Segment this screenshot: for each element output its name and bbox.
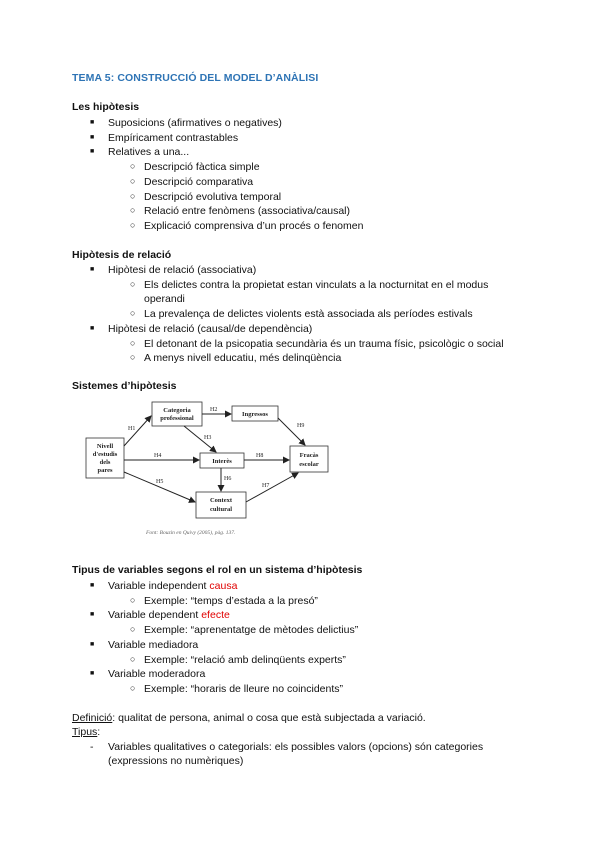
label-h4: H4 [154, 453, 162, 459]
label-h5: H5 [156, 479, 164, 485]
sub-list-item: Descripció evolutiva temporal [144, 191, 282, 203]
label-h9: H9 [297, 423, 305, 429]
section-heading-hipotesis: Les hipòtesis [72, 101, 140, 113]
definition-line [72, 711, 426, 725]
circle-bullet-icon: ○ [130, 220, 136, 230]
section-heading-sistemes: Sistemes d’hipòtesis [72, 380, 177, 392]
circle-bullet-icon: ○ [130, 624, 136, 634]
circle-bullet-icon: ○ [130, 279, 136, 289]
circle-bullet-icon: ○ [130, 176, 136, 186]
sub-list-item: El detonant de la psicopatia secundària és un trauma físic, psicològic o social [144, 338, 504, 350]
sub-list-item: Relació entre fenòmens (associativa/causal) [144, 205, 351, 217]
node-interes-label: Interès [212, 458, 232, 465]
hypothesis-system-diagram [84, 396, 338, 546]
sub-list-item: Exemple: “aprenentatge de mètodes delictius” [144, 624, 359, 636]
label-h3: H3 [204, 435, 212, 441]
list-item [108, 579, 237, 593]
node-categoria-box [152, 402, 202, 426]
square-bullet-icon: ■ [90, 670, 95, 677]
sub-list-item: Descripció comparativa [144, 176, 254, 188]
node-context-box [196, 492, 246, 518]
list-item: Empíricament contrastables [108, 132, 239, 144]
label-h8: H8 [256, 453, 264, 459]
circle-bullet-icon: ○ [130, 205, 136, 215]
node-context-line: cultural [209, 506, 233, 513]
node-nivell-line: d'estudis [92, 451, 118, 458]
circle-bullet-icon: ○ [130, 654, 136, 664]
list-item: Suposicions (afirmatives o negatives) [108, 117, 282, 129]
sub-list-item: Exemple: “horaris de lleure no coincidents” [144, 683, 344, 695]
variable-independent-label: Variable independent [108, 580, 210, 592]
tipus-colon: : [97, 726, 101, 738]
sub-list-item: Explicació comprensiva d’un procés o fenomen [144, 220, 364, 232]
circle-bullet-icon: ○ [130, 191, 136, 201]
sub-list-item: Descripció fàctica simple [144, 161, 260, 173]
circle-bullet-icon: ○ [130, 161, 136, 171]
list-item: Variable moderadora [108, 668, 206, 680]
sub-list-item: Exemple: “temps d’estada a la presó” [144, 595, 318, 607]
tipus-item-continuation: (expressions no numèriques) [108, 755, 244, 767]
square-bullet-icon: ■ [90, 325, 95, 332]
sub-list-item-continuation: operandi [144, 293, 185, 305]
variable-independent-role: causa [209, 580, 238, 592]
section-heading-relacio: Hipòtesis de relació [72, 249, 172, 261]
circle-bullet-icon: ○ [130, 352, 136, 362]
label-h7: H7 [262, 483, 270, 489]
node-categoria-line: Categoria [163, 407, 191, 414]
variable-dependent-role: efecte [201, 609, 230, 621]
square-bullet-icon: ■ [90, 641, 95, 648]
tipus-line [72, 725, 100, 739]
sub-list-item: La prevalença de delictes violents està associada als períodes estivals [144, 308, 473, 320]
square-bullet-icon: ■ [90, 266, 95, 273]
page-title: TEMA 5: CONSTRUCCIÓ DEL MODEL D’ANÀLISI [72, 72, 319, 84]
section-heading-tipus-variables: Tipus de variables segons el rol en un sistema d’hipòtesis [72, 564, 363, 576]
dash-bullet-icon: - [90, 741, 94, 753]
tipus-label: Tipus [72, 726, 98, 738]
sub-list-item: A menys nivell educatiu, més delinqüència [144, 352, 342, 364]
variable-dependent-label: Variable dependent [108, 609, 202, 621]
node-nivell-line: dels [99, 459, 111, 466]
node-nivell-line: pares [97, 467, 113, 474]
circle-bullet-icon: ○ [130, 683, 136, 693]
node-context-line: Context [209, 497, 233, 504]
sub-list-item: Exemple: “relació amb delinqüents experts” [144, 654, 346, 666]
node-ingressos-label: Ingressos [242, 411, 268, 418]
tipus-item: Variables qualitatives o categorials: els possibles valors (opcions) són categories [108, 741, 484, 753]
list-item [108, 608, 230, 622]
square-bullet-icon: ■ [90, 611, 95, 618]
square-bullet-icon: ■ [90, 119, 95, 126]
square-bullet-icon: ■ [90, 582, 95, 589]
diagram-source-caption: Font: Bouzin en Quivy (2005), pàg. 137. [146, 530, 236, 536]
node-fracas-box [290, 446, 328, 472]
arrow-h7 [246, 473, 298, 502]
list-item: Hipòtesi de relació (associativa) [108, 264, 257, 276]
square-bullet-icon: ■ [90, 148, 95, 155]
label-h2: H2 [210, 407, 218, 413]
node-fracas-line: escolar [299, 461, 319, 468]
node-nivell-line: Nivell [96, 443, 114, 450]
definition-text: : qualitat de persona, animal o cosa que està subjectada a variació. [112, 712, 426, 724]
node-fracas-line: Fracàs [299, 452, 319, 459]
circle-bullet-icon: ○ [130, 595, 136, 605]
definition-label: Definició [72, 712, 113, 724]
circle-bullet-icon: ○ [130, 308, 136, 318]
node-categoria-line: professional [160, 415, 194, 422]
arrow-h5 [124, 472, 195, 502]
list-item: Hipòtesi de relació (causal/de dependència) [108, 323, 313, 335]
sub-list-item: Els delictes contra la propietat estan vinculats a la nocturnitat en el modus [144, 279, 489, 291]
circle-bullet-icon: ○ [130, 338, 136, 348]
label-h1: H1 [128, 426, 136, 432]
label-h6: H6 [224, 476, 232, 482]
list-item: Variable mediadora [108, 639, 199, 651]
square-bullet-icon: ■ [90, 134, 95, 141]
list-item: Relatives a una... [108, 146, 190, 158]
